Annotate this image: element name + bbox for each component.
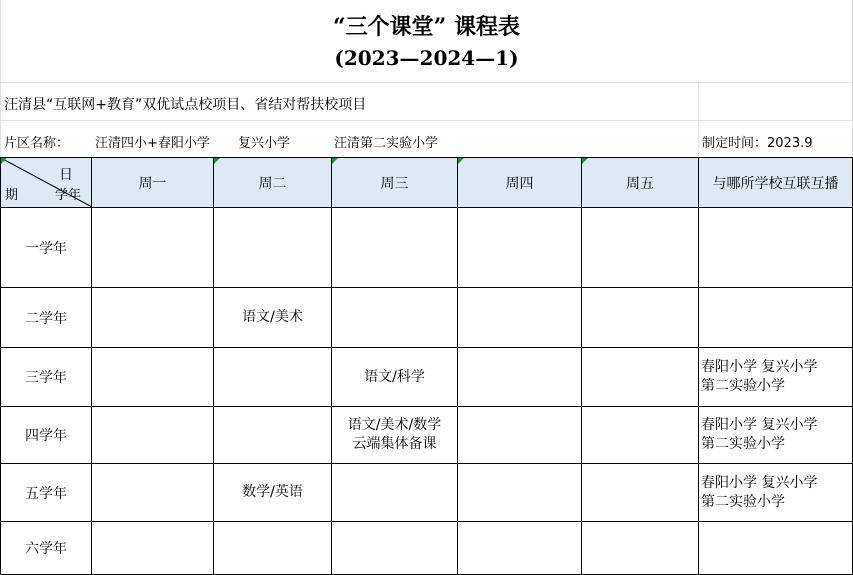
link-school-line: 春阳小学 复兴小学	[701, 417, 818, 433]
schedule-table	[0, 157, 853, 575]
schedule-cell[interactable]	[332, 208, 458, 288]
schedule-cell[interactable]	[92, 464, 214, 522]
day-header-mon[interactable]: 周一	[92, 158, 214, 208]
schedule-cell[interactable]: 语文/美术	[214, 288, 332, 348]
link-school-line: 第二实验小学	[701, 378, 785, 394]
link-school-cell[interactable]	[699, 522, 853, 575]
grade-cell[interactable]: 三学年	[1, 348, 92, 407]
schedule-cell[interactable]	[582, 522, 699, 575]
schedule-cell[interactable]	[332, 464, 458, 522]
link-school-cell[interactable]	[699, 208, 853, 288]
schedule-cell[interactable]	[92, 522, 214, 575]
area-school-3: 汪清第二实验小学	[334, 136, 439, 151]
grade-cell[interactable]: 一学年	[1, 208, 92, 288]
area-label: 片区名称：	[4, 136, 70, 151]
table-row	[1, 348, 853, 407]
link-school-cell[interactable]	[699, 464, 853, 522]
schedule-cell[interactable]	[458, 348, 582, 407]
schedule-cell[interactable]	[214, 407, 332, 464]
comment-marker-icon	[1, 158, 7, 164]
comment-marker-icon	[458, 158, 464, 164]
schedule-cell[interactable]	[458, 407, 582, 464]
day-header-thu[interactable]: 周四	[458, 158, 582, 208]
schedule-cell[interactable]	[92, 208, 214, 288]
corner-grade: 学年	[54, 188, 81, 203]
table-row	[1, 522, 853, 575]
schedule-cell[interactable]	[582, 407, 699, 464]
project-line: 汪清县“互联网+教育”双优试点校项目、省结对帮扶校项目	[4, 97, 367, 113]
link-school-cell[interactable]	[699, 407, 853, 464]
page-title: “三个课堂” 课程表	[333, 14, 520, 40]
day-header-tue[interactable]: 周二	[214, 158, 332, 208]
schedule-cell[interactable]	[582, 208, 699, 288]
schedule-cell[interactable]	[458, 464, 582, 522]
comment-marker-icon	[582, 158, 588, 164]
table-row	[1, 464, 853, 522]
link-header[interactable]: 与哪所学校互联互播	[699, 158, 853, 208]
corner-day: 日	[59, 167, 73, 183]
link-school-line: 第二实验小学	[701, 493, 785, 510]
grade-cell[interactable]: 四学年	[1, 407, 92, 464]
day-header-fri[interactable]: 周五	[582, 158, 699, 208]
grade-cell[interactable]: 二学年	[1, 288, 92, 348]
made-time: 制定时间：2023.9	[702, 136, 813, 151]
schedule-cell[interactable]	[582, 348, 699, 407]
schedule-cell[interactable]	[332, 288, 458, 348]
corner-period: 期	[5, 188, 19, 203]
schedule-cell[interactable]	[458, 522, 582, 575]
grade-cell[interactable]: 五学年	[1, 464, 92, 522]
schedule-cell[interactable]	[332, 522, 458, 575]
grade-cell[interactable]: 六学年	[1, 522, 92, 575]
schedule-cell[interactable]	[214, 522, 332, 575]
area-school-1: 汪清四小+春阳小学	[95, 136, 210, 151]
comment-marker-icon	[332, 158, 338, 164]
schedule-cell[interactable]: 语文/美术/数学 云端集体备课	[332, 407, 458, 464]
schedule-cell[interactable]	[92, 348, 214, 407]
link-school-line: 春阳小学 复兴小学	[701, 359, 818, 375]
schedule-cell[interactable]: 语文/科学	[332, 348, 458, 407]
area-school-2: 复兴小学	[238, 136, 291, 151]
schedule-cell[interactable]	[92, 288, 214, 348]
schedule-cell[interactable]	[582, 288, 699, 348]
link-school-line: 第二实验小学	[701, 436, 785, 452]
comment-marker-icon	[214, 158, 220, 164]
page-subtitle: (2023—2024—1)	[334, 46, 519, 70]
schedule-cell[interactable]	[214, 208, 332, 288]
schedule-cell[interactable]: 数学/英语	[214, 464, 332, 522]
day-header-wed[interactable]: 周三	[332, 158, 458, 208]
corner-cell[interactable]	[1, 158, 92, 208]
schedule-cell[interactable]	[582, 464, 699, 522]
header-row	[1, 158, 853, 208]
table-row	[1, 208, 853, 288]
schedule-cell[interactable]	[214, 348, 332, 407]
table-row	[1, 288, 853, 348]
table-row	[1, 407, 853, 464]
schedule-cell[interactable]	[458, 208, 582, 288]
link-school-line: 春阳小学 复兴小学	[701, 474, 818, 491]
schedule-cell[interactable]	[458, 288, 582, 348]
link-school-cell[interactable]	[699, 348, 853, 407]
schedule-cell[interactable]	[92, 407, 214, 464]
link-school-cell[interactable]	[699, 288, 853, 348]
